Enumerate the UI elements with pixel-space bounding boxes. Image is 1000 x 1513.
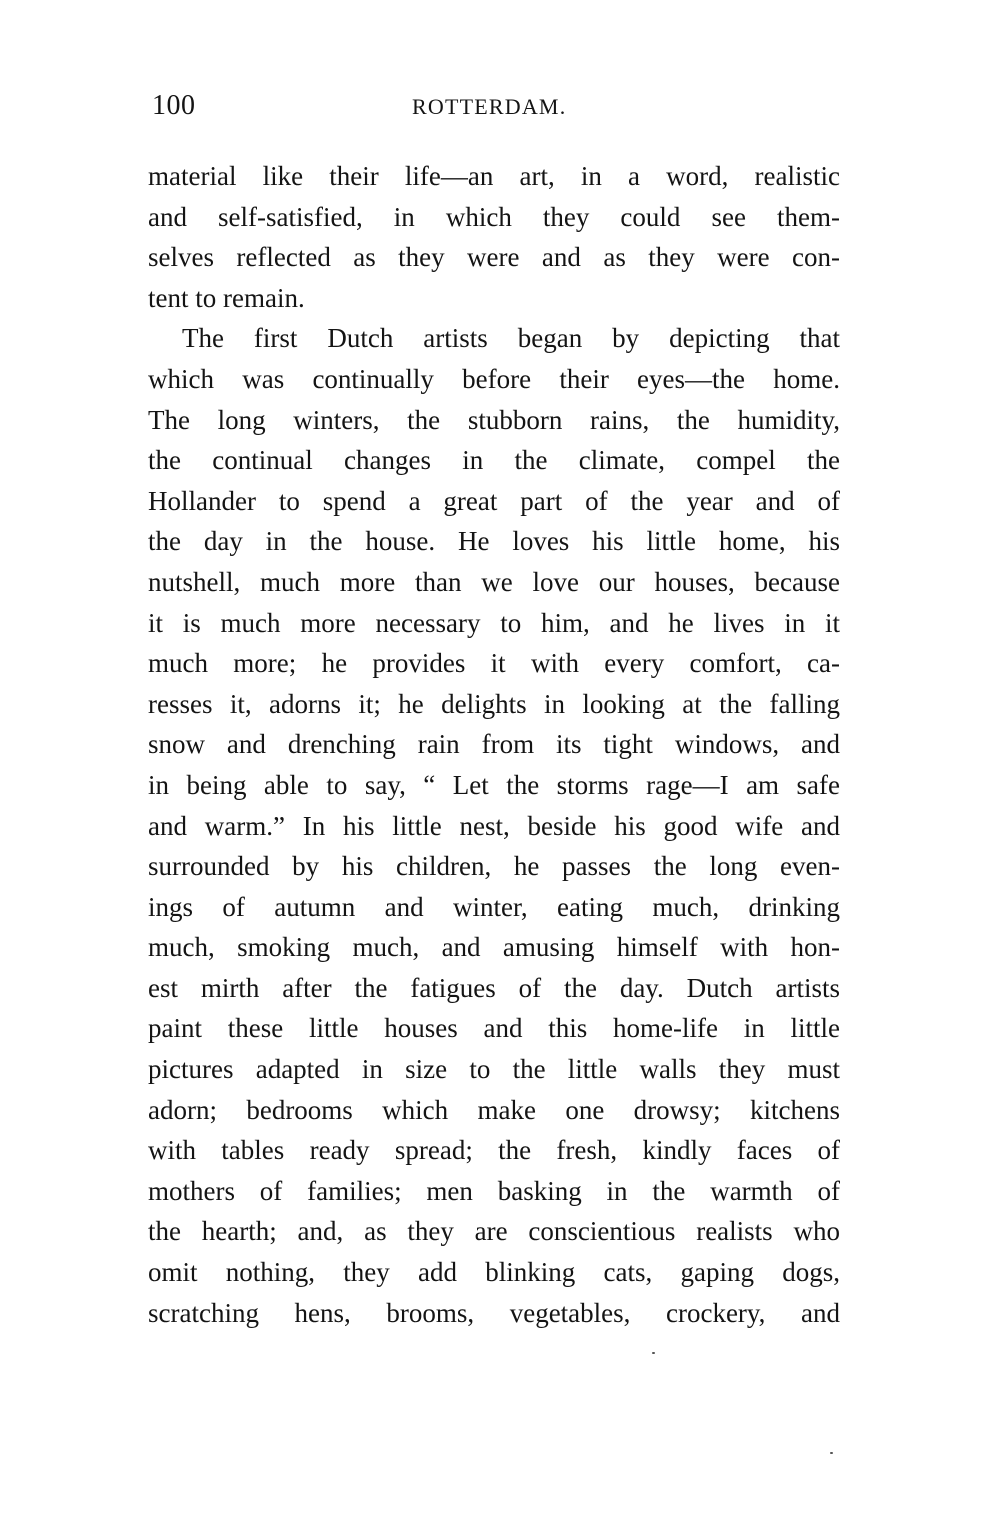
text-line: which was continually before their eyes—the home.	[148, 363, 840, 394]
text-line: nutshell, much more than we love our houses, because	[148, 566, 840, 597]
text-line: much more; he provides it with every comfort, ca-	[148, 648, 840, 679]
text-line: and self-satisfied, in which they could see them-	[148, 201, 840, 232]
text-line: and warm.” In his little nest, beside his good wife and	[148, 810, 840, 841]
scan-speck	[652, 1352, 655, 1354]
text-line: ings of autumn and winter, eating much, drinking	[148, 891, 840, 922]
running-head: ROTTERDAM.	[412, 94, 567, 119]
text-line: Hollander to spend a great part of the year and of	[148, 485, 840, 516]
text-line: in being able to say, “ Let the storms rage—I am safe	[148, 769, 840, 800]
page-number: 100	[152, 90, 196, 121]
body-text	[148, 156, 840, 1333]
text-line: material like their life—an art, in a word, realistic	[148, 161, 840, 191]
text-line: paint these little houses and this home-life in little	[148, 1013, 840, 1044]
text-line: with tables ready spread; the fresh, kindly faces of	[148, 1135, 840, 1166]
scan-speck	[830, 1452, 833, 1454]
text-line: the hearth; and, as they are conscientious realists who	[148, 1216, 840, 1247]
text-line: much, smoking much, and amusing himself with hon-	[148, 932, 840, 963]
text-line: mothers of families; men basking in the warmth of	[148, 1175, 840, 1206]
text-line: tent to remain.	[148, 282, 305, 313]
text-line: selves reflected as they were and as they were con-	[148, 242, 840, 273]
text-line: scratching hens, brooms, vegetables, crockery, and	[148, 1297, 840, 1328]
text-line: surrounded by his children, he passes the long even-	[148, 851, 840, 882]
text-line: The long winters, the stubborn rains, the humidity,	[148, 404, 840, 435]
text-line: omit nothing, they add blinking cats, gaping dogs,	[148, 1257, 840, 1288]
text-line: est mirth after the fatigues of the day. Dutch artists	[148, 972, 840, 1003]
text-line: it is much more necessary to him, and he lives in it	[148, 607, 840, 638]
page-header	[150, 90, 840, 126]
text-line: snow and drenching rain from its tight windows, and	[148, 729, 840, 760]
text-line: resses it, adorns it; he delights in looking at the falling	[148, 688, 840, 719]
text-line: the day in the house. He loves his little home, his	[148, 526, 840, 557]
text-line: the continual changes in the climate, compel the	[148, 445, 840, 476]
text-line: pictures adapted in size to the little walls they must	[148, 1054, 840, 1085]
text-line: The first Dutch artists began by depicting that	[182, 323, 840, 354]
text-line: adorn; bedrooms which make one drowsy; kitchens	[148, 1094, 840, 1125]
